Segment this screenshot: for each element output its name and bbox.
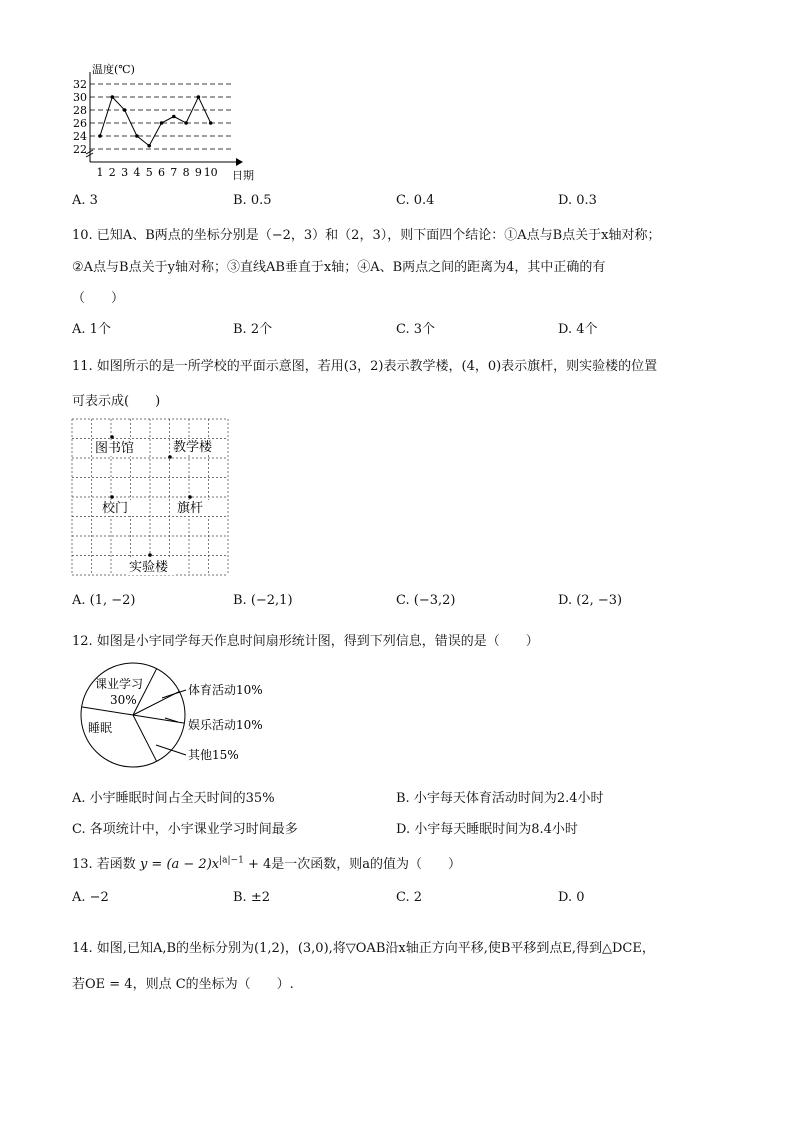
pie-label-study-percent: 30%: [110, 693, 137, 707]
library-point: [110, 435, 114, 439]
data-point: [111, 95, 115, 99]
q9-option-b[interactable]: B. 0.5: [233, 193, 272, 208]
q10-stem-line3: （ ）: [72, 291, 125, 306]
x-tick-label: 2: [108, 166, 116, 179]
x-tick-label: 9: [194, 166, 202, 179]
q13-option-d[interactable]: D. 0: [558, 890, 585, 905]
x-axis-arrow: [236, 158, 243, 166]
y-tick-label: 22: [73, 143, 87, 156]
y-tick-label: 28: [73, 104, 87, 117]
q13-option-b[interactable]: B. ±2: [233, 890, 270, 905]
q13-stem: [72, 853, 461, 872]
q12-option-a[interactable]: A. 小宇睡眠时间占全天时间的35%: [72, 791, 275, 806]
x-axis-label: 日期: [232, 169, 254, 182]
x-tick-label: 8: [182, 166, 190, 179]
data-point: [135, 134, 139, 138]
data-point: [123, 108, 127, 112]
data-point: [160, 121, 164, 125]
q12-stem: 12. 如图是小宇同学每天作息时间扇形统计图，得到下列信息，错误的是（ ）: [72, 634, 539, 649]
data-point: [172, 115, 176, 119]
y-tick-label: 24: [73, 130, 87, 143]
pie-label-study: 课业学习: [95, 677, 144, 691]
temperature-line-chart: [66, 58, 266, 186]
q11-option-c[interactable]: C. (−3,2): [396, 593, 456, 608]
pie-label-sports: 体育活动10%: [188, 683, 263, 697]
x-tick-label: 1: [96, 166, 104, 179]
lab-building-point: [148, 553, 152, 557]
daily-schedule-pie-chart: [70, 660, 290, 770]
data-point: [98, 134, 102, 138]
x-tick-label: 6: [158, 166, 165, 179]
q10-option-a[interactable]: A. 1个: [72, 322, 111, 337]
data-point: [209, 121, 213, 125]
y-tick-label: 32: [73, 78, 87, 91]
q9-option-c[interactable]: C. 0.4: [396, 193, 435, 208]
data-point: [184, 121, 188, 125]
school-map-grid: [71, 418, 231, 578]
pie-label-sleep: 睡眠: [88, 721, 113, 735]
library-label: 图书馆: [95, 441, 135, 456]
pie-slice-boundary: [82, 707, 133, 715]
leader-other: [156, 745, 186, 755]
x-tick-label: 4: [133, 166, 141, 179]
y-axis-label: 温度(℃): [92, 63, 135, 76]
data-point: [147, 144, 151, 148]
q13-formula: y = (a − 2)x: [139, 857, 220, 872]
teaching-building-label: 教学楼: [173, 440, 213, 455]
q13-option-c[interactable]: C. 2: [396, 890, 423, 905]
data-point: [197, 95, 201, 99]
x-tick-label: 7: [170, 166, 178, 179]
q10-option-d[interactable]: D. 4个: [558, 322, 598, 337]
pie-slice-boundary: [133, 669, 157, 715]
q11-stem-line1: 11. 如图所示的是一所学校的平面示意图，若用(3，2)表示教学楼，(4，0)表示旗杆，则实验楼的位置: [72, 359, 658, 374]
q11-stem-line2: 可表示成( ): [72, 394, 161, 409]
gate-label: 校门: [102, 501, 129, 516]
q10-option-c[interactable]: C. 3个: [396, 322, 436, 337]
q11-option-a[interactable]: A. (1, −2): [72, 593, 136, 608]
leader-sports: [162, 690, 186, 698]
q14-stem-line1: 14. 如图,已知A,B的坐标分别为(1,2)，(3,0),将▽OAB沿x轴正方向平移,使B平移到点E,得到△DCE，: [72, 941, 655, 956]
lab-building-label: 实验楼: [129, 560, 169, 575]
teaching-building-point: [168, 455, 172, 459]
q10-stem-line1: 10. 已知A、B两点的坐标分别是（−2，3）和（2，3），则下面四个结论：①A点与B点关于x轴对称；: [72, 228, 661, 243]
x-tick-label: 3: [121, 166, 129, 179]
pie-slice-boundary: [133, 715, 157, 761]
q12-option-d[interactable]: D. 小宇每天睡眠时间为8.4小时: [396, 822, 578, 837]
q13-option-a[interactable]: A. −2: [72, 890, 109, 905]
pie-label-other: 其他15%: [188, 748, 239, 762]
q11-option-b[interactable]: B. (−2,1): [233, 593, 293, 608]
flagpole-point: [188, 495, 192, 499]
x-tick-label: 5: [145, 166, 153, 179]
q14-stem-line2: 若OE = 4，则点 C的坐标为（ ）.: [72, 977, 294, 992]
q9-option-a[interactable]: A. 3: [72, 193, 98, 208]
pie-label-entertainment: 娱乐活动10%: [188, 718, 263, 732]
q13-prefix: 13. 若函数: [72, 857, 136, 872]
q13-exponent: |a|−1: [219, 855, 244, 866]
q10-stem-line2: ②A点与B点关于y轴对称；③直线AB垂直于x轴；④A、B两点之间的距离为4，其中正确的有: [72, 260, 606, 275]
q11-option-d[interactable]: D. (2, −3): [558, 593, 623, 608]
q9-option-d[interactable]: D. 0.3: [558, 193, 597, 208]
q12-option-b[interactable]: B. 小宇每天体育活动时间为2.4小时: [396, 791, 604, 806]
q13-suffix: + 4是一次函数，则a的值为（ ）: [243, 857, 461, 872]
q10-option-b[interactable]: B. 2个: [233, 322, 273, 337]
y-tick-label: 30: [73, 91, 87, 104]
temperature-series-line: [100, 97, 211, 146]
flagpole-label: 旗杆: [177, 501, 204, 516]
x-tick-label: 10: [203, 166, 218, 179]
q12-option-c[interactable]: C. 各项统计中，小宇课业学习时间最多: [72, 822, 298, 837]
y-tick-label: 26: [73, 117, 87, 130]
gate-point: [110, 495, 114, 499]
